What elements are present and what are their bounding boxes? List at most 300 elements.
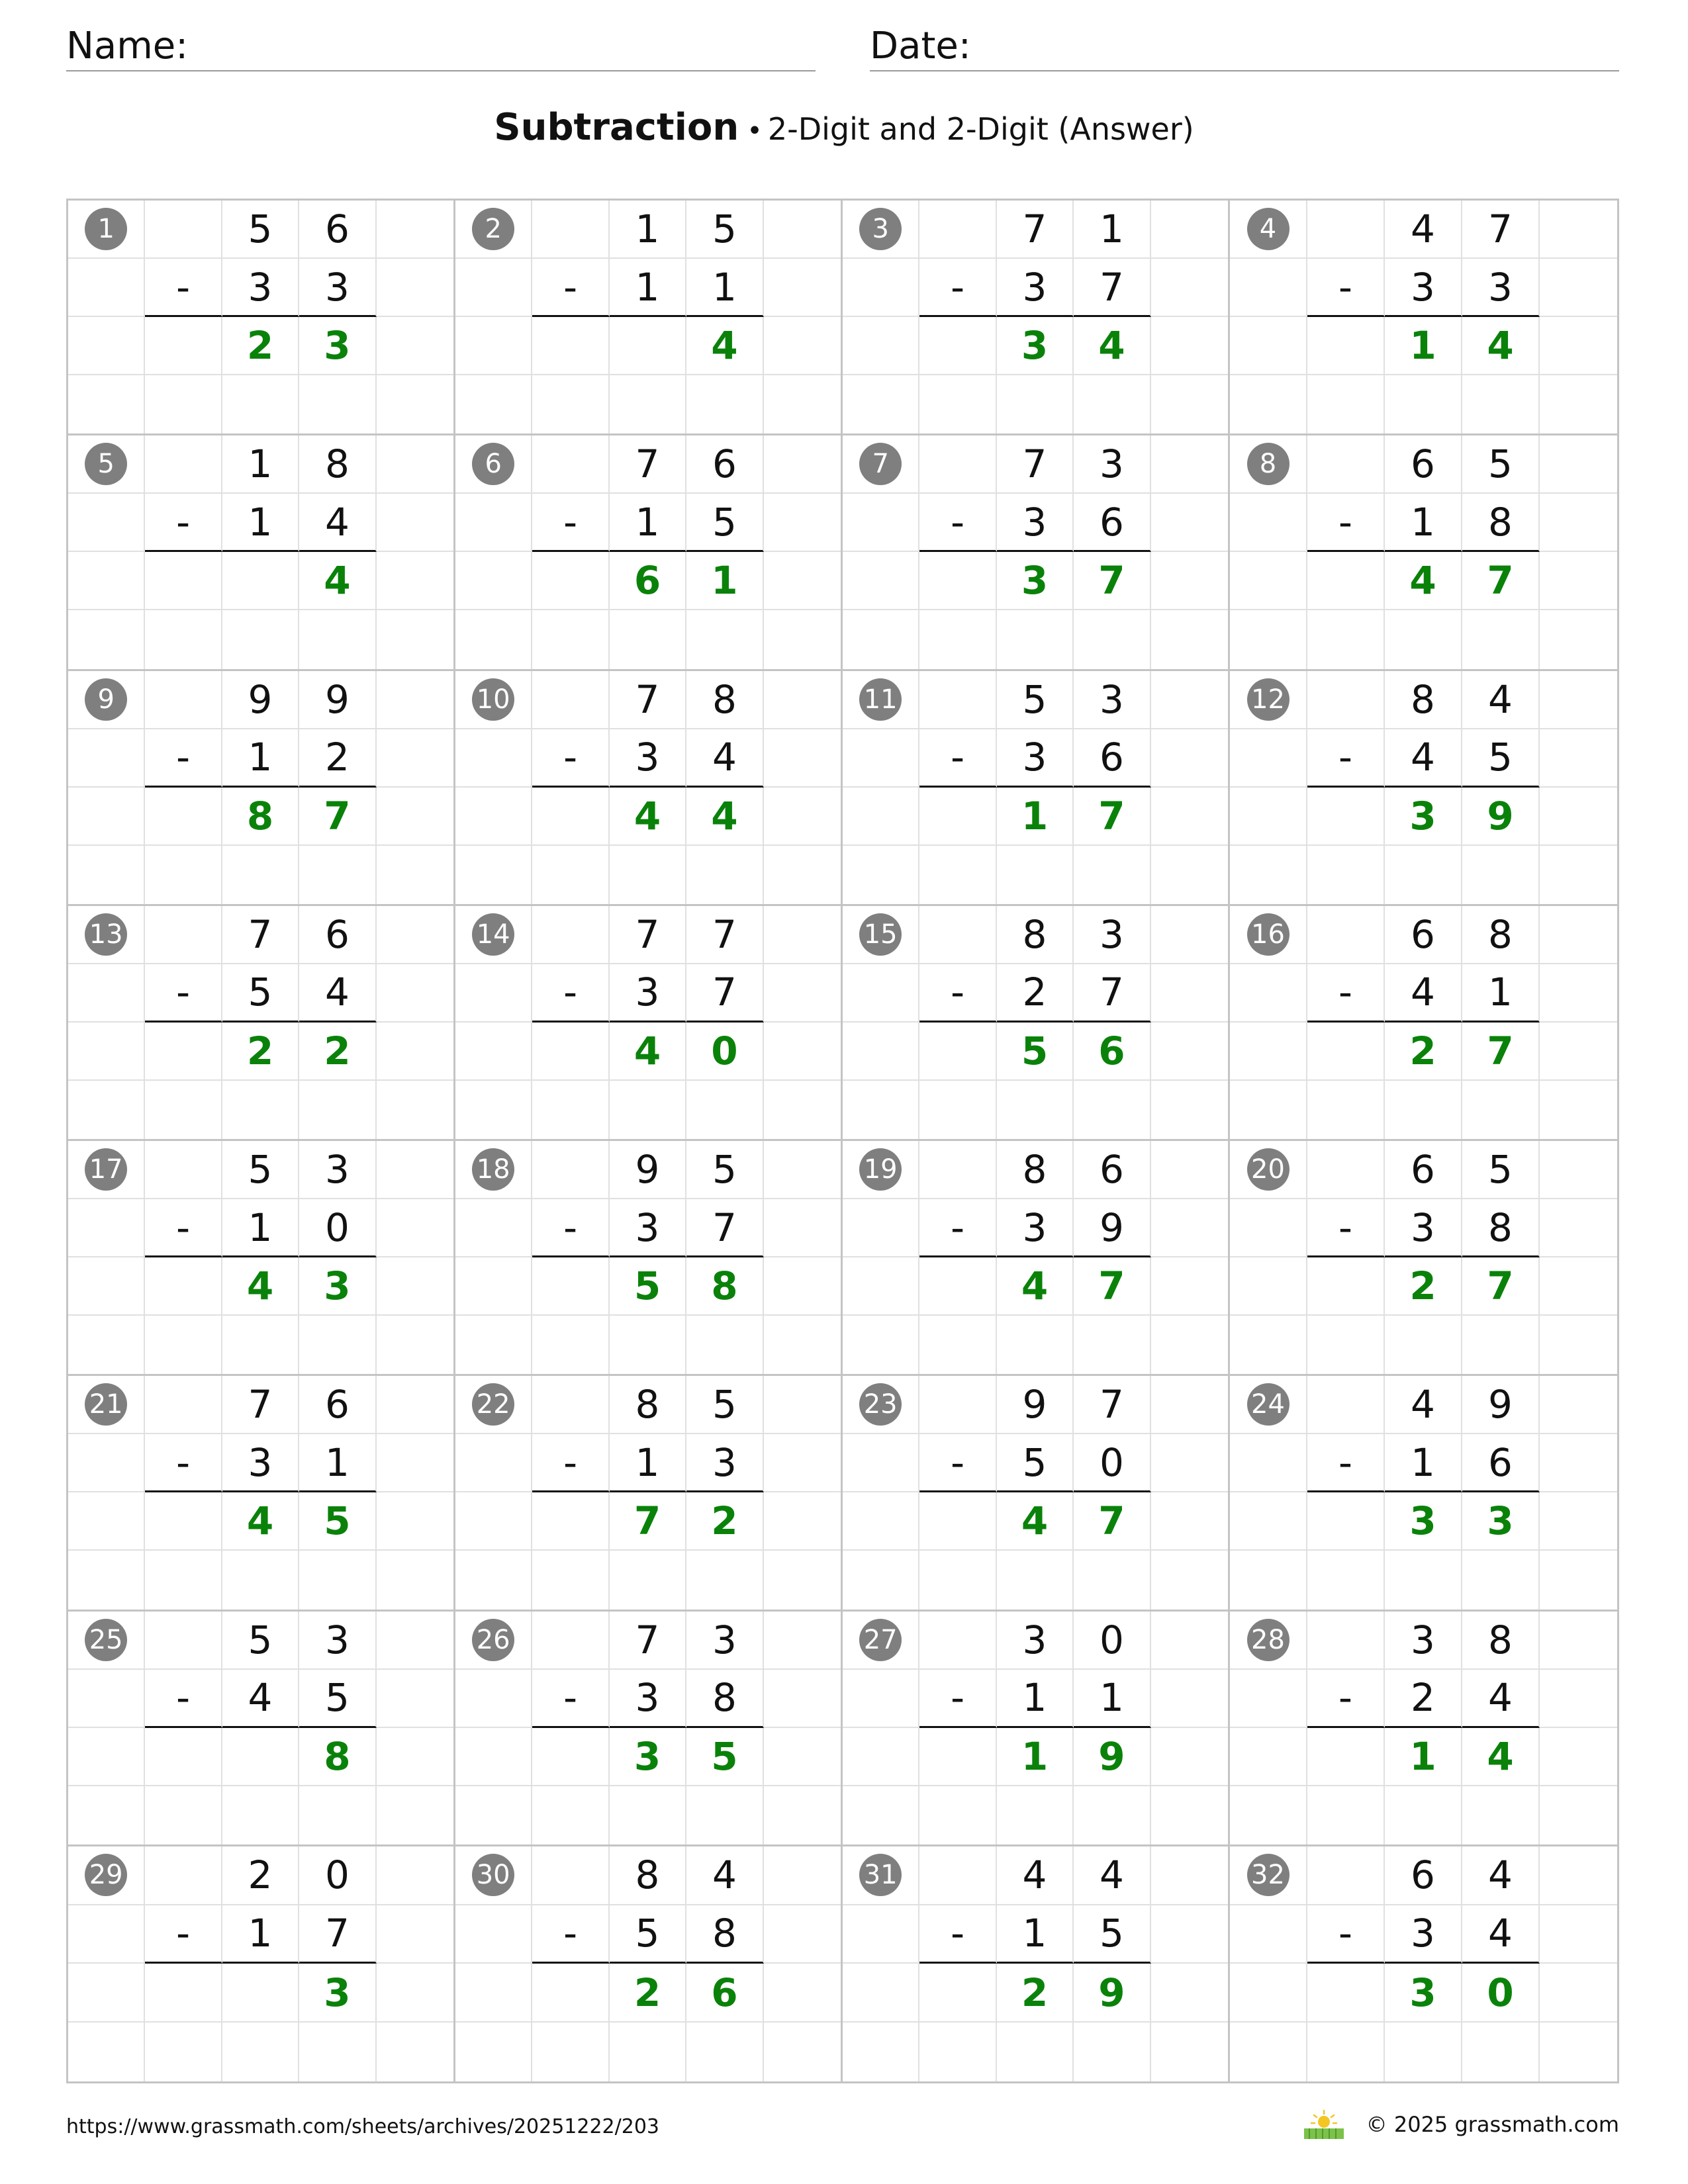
empty-cell [843, 1257, 919, 1316]
minuend-digit: 7 [997, 435, 1074, 494]
empty-cell [1540, 552, 1617, 610]
problem-number-badge: 27 [859, 1619, 902, 1661]
empty-cell [455, 1023, 532, 1081]
empty-cell [997, 1081, 1074, 1139]
answer-digit: 4 [686, 317, 763, 375]
answer-digit: 5 [299, 1492, 376, 1551]
empty-cell [145, 1551, 222, 1609]
empty-cell [764, 964, 841, 1023]
empty-cell [843, 1492, 919, 1551]
empty-cell [1151, 1670, 1228, 1728]
empty-cell [843, 729, 919, 788]
empty-cell [686, 2023, 763, 2081]
problem [68, 906, 455, 1141]
empty-cell [764, 1141, 841, 1199]
subtrahend-digit: 1 [1074, 1670, 1150, 1728]
empty-cell [299, 610, 376, 668]
empty-cell [532, 906, 609, 964]
badge-cell [843, 1376, 919, 1434]
empty-cell [610, 375, 686, 433]
subtrahend-digit: 1 [299, 1434, 376, 1492]
empty-cell [1307, 375, 1385, 433]
empty-cell [532, 1257, 609, 1316]
problem-number-badge: 29 [85, 1854, 127, 1896]
problem [68, 1141, 455, 1376]
subtrahend-digit: 1 [222, 1905, 299, 1964]
empty-cell [1385, 2023, 1462, 2081]
empty-cell [299, 846, 376, 904]
empty-cell [764, 671, 841, 729]
subtrahend-digit: 5 [1074, 1905, 1150, 1964]
empty-cell [764, 2023, 841, 2081]
empty-cell [1307, 1846, 1385, 1905]
answer-digit: 6 [686, 1964, 763, 2023]
empty-cell [145, 610, 222, 668]
answer-digit: 4 [222, 1492, 299, 1551]
date-field[interactable] [870, 23, 1619, 71]
empty-cell [1540, 1257, 1617, 1316]
empty-cell [1540, 1670, 1617, 1728]
subtrahend-digit: 3 [997, 729, 1074, 788]
empty-cell [1230, 1905, 1307, 1964]
empty-cell [764, 906, 841, 964]
answer-digit: 5 [997, 1023, 1074, 1081]
minus-sign: - [1307, 1905, 1385, 1964]
subtrahend-digit: 8 [686, 1905, 763, 1964]
problem [1230, 1141, 1617, 1376]
empty-cell [377, 552, 453, 610]
minuend-digit: 5 [686, 201, 763, 259]
empty-cell [919, 1316, 996, 1374]
subtrahend-digit: 3 [997, 259, 1074, 317]
minuend-digit: 3 [1074, 435, 1150, 494]
empty-cell [1462, 1081, 1540, 1139]
empty-cell [68, 1551, 145, 1609]
empty-cell [1462, 610, 1540, 668]
badge-cell [68, 1612, 145, 1670]
subtrahend-digit: 5 [686, 494, 763, 552]
badge-cell [68, 201, 145, 259]
badge-cell [843, 435, 919, 494]
empty-cell [1540, 201, 1617, 259]
empty-cell [1540, 846, 1617, 904]
empty-cell [764, 1670, 841, 1728]
badge-cell [455, 1846, 532, 1905]
empty-cell [377, 1846, 453, 1905]
empty-cell [377, 1670, 453, 1728]
empty-cell [377, 788, 453, 846]
empty-cell [843, 552, 919, 610]
empty-cell [1230, 1316, 1307, 1374]
empty-cell [532, 1023, 609, 1081]
empty-cell [1307, 317, 1385, 375]
empty-cell [919, 1846, 996, 1905]
empty-cell [843, 1434, 919, 1492]
empty-cell [843, 259, 919, 317]
badge-cell [843, 201, 919, 259]
empty-cell [843, 846, 919, 904]
empty-cell [764, 1199, 841, 1257]
empty-cell [377, 1786, 453, 1844]
answer-digit: 3 [1462, 1492, 1540, 1551]
minus-sign: - [1307, 1199, 1385, 1257]
empty-cell [68, 1492, 145, 1551]
empty-cell [764, 1257, 841, 1316]
minuend-digit: 1 [222, 435, 299, 494]
empty-cell [455, 964, 532, 1023]
answer-digit [222, 1964, 299, 2023]
empty-cell [532, 201, 609, 259]
empty-cell [455, 1728, 532, 1786]
empty-cell [1151, 1551, 1228, 1609]
minus-sign: - [532, 494, 609, 552]
badge-cell [843, 906, 919, 964]
empty-cell [1230, 1023, 1307, 1081]
minus-sign: - [145, 1434, 222, 1492]
empty-cell [145, 846, 222, 904]
empty-cell [68, 1081, 145, 1139]
subtrahend-digit: 1 [1385, 1434, 1462, 1492]
problem-number-badge: 9 [85, 678, 127, 721]
empty-cell [997, 1786, 1074, 1844]
empty-cell [1230, 788, 1307, 846]
empty-cell [377, 1257, 453, 1316]
empty-cell [764, 317, 841, 375]
answer-digit: 3 [299, 1964, 376, 2023]
problem-number-badge: 13 [85, 913, 127, 956]
answer-digit: 4 [610, 1023, 686, 1081]
empty-cell [377, 1199, 453, 1257]
problems-grid [66, 199, 1619, 2083]
empty-cell [1230, 1670, 1307, 1728]
empty-cell [455, 2023, 532, 2081]
minuend-digit: 7 [610, 1612, 686, 1670]
empty-cell [764, 1492, 841, 1551]
subtrahend-digit: 5 [610, 1905, 686, 1964]
minuend-digit: 1 [610, 201, 686, 259]
minuend-digit: 9 [299, 671, 376, 729]
empty-cell [919, 1728, 996, 1786]
empty-cell [145, 552, 222, 610]
problem-number-badge: 1 [85, 208, 127, 250]
empty-cell [919, 846, 996, 904]
empty-cell [1151, 1492, 1228, 1551]
empty-cell [145, 788, 222, 846]
problem-number-badge: 23 [859, 1383, 902, 1426]
badge-cell [1230, 1376, 1307, 1434]
empty-cell [145, 201, 222, 259]
subtrahend-digit: 3 [1385, 1199, 1462, 1257]
empty-cell [843, 1551, 919, 1609]
problem-number-badge: 26 [472, 1619, 514, 1661]
minus-sign: - [532, 1434, 609, 1492]
empty-cell [1385, 1316, 1462, 1374]
answer-digit: 0 [1462, 1964, 1540, 2023]
empty-cell [764, 1551, 841, 1609]
empty-cell [68, 1257, 145, 1316]
answer-digit: 4 [222, 1257, 299, 1316]
answer-digit: 5 [610, 1257, 686, 1316]
problem [68, 201, 455, 435]
subtrahend-digit: 3 [610, 1199, 686, 1257]
subtrahend-digit: 1 [222, 1199, 299, 1257]
subtrahend-digit: 4 [686, 729, 763, 788]
empty-cell [145, 1492, 222, 1551]
empty-cell [1151, 201, 1228, 259]
badge-cell [455, 1612, 532, 1670]
answer-digit: 7 [1074, 788, 1150, 846]
empty-cell [919, 1257, 996, 1316]
minuend-digit: 9 [610, 1141, 686, 1199]
empty-cell [455, 259, 532, 317]
empty-cell [919, 788, 996, 846]
empty-cell [764, 375, 841, 433]
answer-digit: 6 [610, 552, 686, 610]
subtrahend-digit: 3 [299, 259, 376, 317]
empty-cell [455, 1316, 532, 1374]
empty-cell [145, 375, 222, 433]
empty-cell [843, 1023, 919, 1081]
answer-digit: 3 [997, 552, 1074, 610]
answer-digit: 8 [299, 1728, 376, 1786]
empty-cell [919, 1376, 996, 1434]
subtrahend-digit: 5 [1462, 729, 1540, 788]
subtrahend-digit: 4 [1462, 1905, 1540, 1964]
answer-digit: 3 [610, 1728, 686, 1786]
empty-cell [455, 729, 532, 788]
empty-cell [919, 1786, 996, 1844]
answer-digit: 8 [686, 1257, 763, 1316]
empty-cell [377, 1612, 453, 1670]
problem [1230, 1846, 1617, 2081]
badge-cell [68, 906, 145, 964]
empty-cell [997, 610, 1074, 668]
grass-sun-logo-icon [1301, 2109, 1346, 2140]
empty-cell [532, 846, 609, 904]
empty-cell [455, 375, 532, 433]
empty-cell [843, 2023, 919, 2081]
subtrahend-digit: 3 [610, 729, 686, 788]
problem [843, 1141, 1230, 1376]
answer-digit: 4 [1385, 552, 1462, 610]
empty-cell [532, 552, 609, 610]
empty-cell [843, 1316, 919, 1374]
problem [68, 671, 455, 906]
minuend-digit: 5 [222, 201, 299, 259]
answer-digit: 4 [1462, 317, 1540, 375]
problem-number-badge: 11 [859, 678, 902, 721]
empty-cell [377, 846, 453, 904]
empty-cell [1151, 2023, 1228, 2081]
empty-cell [1151, 846, 1228, 904]
minuend-digit: 6 [1385, 435, 1462, 494]
empty-cell [1540, 1786, 1617, 1844]
empty-cell [1462, 1786, 1540, 1844]
empty-cell [299, 1316, 376, 1374]
subtrahend-digit: 1 [610, 1434, 686, 1492]
minus-sign: - [145, 494, 222, 552]
empty-cell [1151, 1199, 1228, 1257]
empty-cell [377, 1905, 453, 1964]
empty-cell [1151, 259, 1228, 317]
empty-cell [532, 1964, 609, 2023]
empty-cell [610, 1081, 686, 1139]
minus-sign: - [919, 494, 996, 552]
empty-cell [610, 610, 686, 668]
subtrahend-digit: 4 [1385, 964, 1462, 1023]
minus-sign: - [919, 729, 996, 788]
badge-cell [455, 906, 532, 964]
empty-cell [1074, 610, 1150, 668]
answer-digit: 4 [1074, 317, 1150, 375]
subtrahend-digit: 3 [610, 964, 686, 1023]
empty-cell [1307, 435, 1385, 494]
empty-cell [1540, 1081, 1617, 1139]
empty-cell [919, 1141, 996, 1199]
empty-cell [1074, 2023, 1150, 2081]
answer-digit: 7 [1462, 1023, 1540, 1081]
empty-cell [1151, 1316, 1228, 1374]
badge-cell [455, 1376, 532, 1434]
minus-sign: - [919, 1905, 996, 1964]
problem [68, 1612, 455, 1846]
subtrahend-digit: 3 [1385, 259, 1462, 317]
problem-number-badge: 24 [1247, 1383, 1289, 1426]
empty-cell [764, 552, 841, 610]
subtrahend-digit: 4 [222, 1670, 299, 1728]
problem-number-badge: 5 [85, 443, 127, 485]
empty-cell [299, 375, 376, 433]
empty-cell [377, 259, 453, 317]
subtrahend-digit: 5 [222, 964, 299, 1023]
subtrahend-digit: 3 [610, 1670, 686, 1728]
empty-cell [455, 552, 532, 610]
subtrahend-digit: 1 [1385, 494, 1462, 552]
empty-cell [1151, 1434, 1228, 1492]
empty-cell [1307, 671, 1385, 729]
empty-cell [686, 610, 763, 668]
empty-cell [455, 1964, 532, 2023]
empty-cell [1540, 1964, 1617, 2023]
empty-cell [997, 2023, 1074, 2081]
empty-cell [532, 1786, 609, 1844]
minus-sign: - [532, 729, 609, 788]
minus-sign: - [1307, 1434, 1385, 1492]
empty-cell [455, 1199, 532, 1257]
empty-cell [532, 1728, 609, 1786]
minuend-digit: 1 [1074, 201, 1150, 259]
empty-cell [455, 1905, 532, 1964]
empty-cell [1540, 788, 1617, 846]
empty-cell [145, 671, 222, 729]
footer-url[interactable]: https://www.grassmath.com/sheets/archives/20251222/203 [66, 2115, 660, 2138]
empty-cell [686, 1551, 763, 1609]
badge-cell [1230, 906, 1307, 964]
empty-cell [377, 1551, 453, 1609]
minuend-digit: 3 [997, 1612, 1074, 1670]
empty-cell [145, 1081, 222, 1139]
empty-cell [1151, 788, 1228, 846]
empty-cell [1307, 2023, 1385, 2081]
empty-cell [222, 2023, 299, 2081]
minus-sign: - [1307, 729, 1385, 788]
problem-number-badge: 25 [85, 1619, 127, 1661]
empty-cell [145, 1612, 222, 1670]
empty-cell [68, 610, 145, 668]
problem-number-badge: 2 [472, 208, 514, 250]
empty-cell [222, 846, 299, 904]
empty-cell [455, 317, 532, 375]
answer-digit: 3 [299, 317, 376, 375]
subtrahend-digit: 1 [997, 1670, 1074, 1728]
empty-cell [145, 435, 222, 494]
name-field[interactable] [66, 23, 816, 71]
answer-digit: 4 [997, 1492, 1074, 1551]
empty-cell [1307, 1492, 1385, 1551]
empty-cell [377, 610, 453, 668]
empty-cell [1151, 1846, 1228, 1905]
empty-cell [1307, 1376, 1385, 1434]
empty-cell [145, 1846, 222, 1905]
subtrahend-digit: 2 [1385, 1670, 1462, 1728]
answer-digit: 2 [1385, 1257, 1462, 1316]
empty-cell [1230, 317, 1307, 375]
empty-cell [843, 375, 919, 433]
answer-digit [222, 552, 299, 610]
empty-cell [1074, 375, 1150, 433]
badge-cell [455, 671, 532, 729]
answer-digit: 2 [686, 1492, 763, 1551]
empty-cell [1385, 610, 1462, 668]
empty-cell [68, 1905, 145, 1964]
problem-number-badge: 20 [1247, 1148, 1289, 1191]
answer-digit: 7 [1462, 552, 1540, 610]
empty-cell [764, 1612, 841, 1670]
problem [455, 1612, 843, 1846]
subtrahend-digit: 3 [1385, 1905, 1462, 1964]
badge-cell [68, 435, 145, 494]
empty-cell [68, 552, 145, 610]
empty-cell [532, 788, 609, 846]
badge-cell [68, 1141, 145, 1199]
empty-cell [1074, 1081, 1150, 1139]
badge-cell [1230, 1846, 1307, 1905]
minuend-digit: 7 [222, 906, 299, 964]
empty-cell [1151, 1376, 1228, 1434]
empty-cell [1230, 1434, 1307, 1492]
badge-cell [1230, 435, 1307, 494]
empty-cell [222, 1786, 299, 1844]
empty-cell [1540, 906, 1617, 964]
empty-cell [1540, 1434, 1617, 1492]
empty-cell [1230, 2023, 1307, 2081]
subtrahend-digit: 7 [686, 964, 763, 1023]
problem [455, 1376, 843, 1611]
answer-digit: 7 [1074, 552, 1150, 610]
empty-cell [919, 201, 996, 259]
subtrahend-digit: 7 [1074, 964, 1150, 1023]
empty-cell [1307, 846, 1385, 904]
empty-cell [843, 494, 919, 552]
empty-cell [1540, 1551, 1617, 1609]
subtrahend-digit: 6 [1462, 1434, 1540, 1492]
answer-digit: 7 [610, 1492, 686, 1551]
empty-cell [1540, 964, 1617, 1023]
minuend-digit: 4 [1385, 1376, 1462, 1434]
empty-cell [764, 846, 841, 904]
empty-cell [455, 1492, 532, 1551]
problem-number-badge: 28 [1247, 1619, 1289, 1661]
